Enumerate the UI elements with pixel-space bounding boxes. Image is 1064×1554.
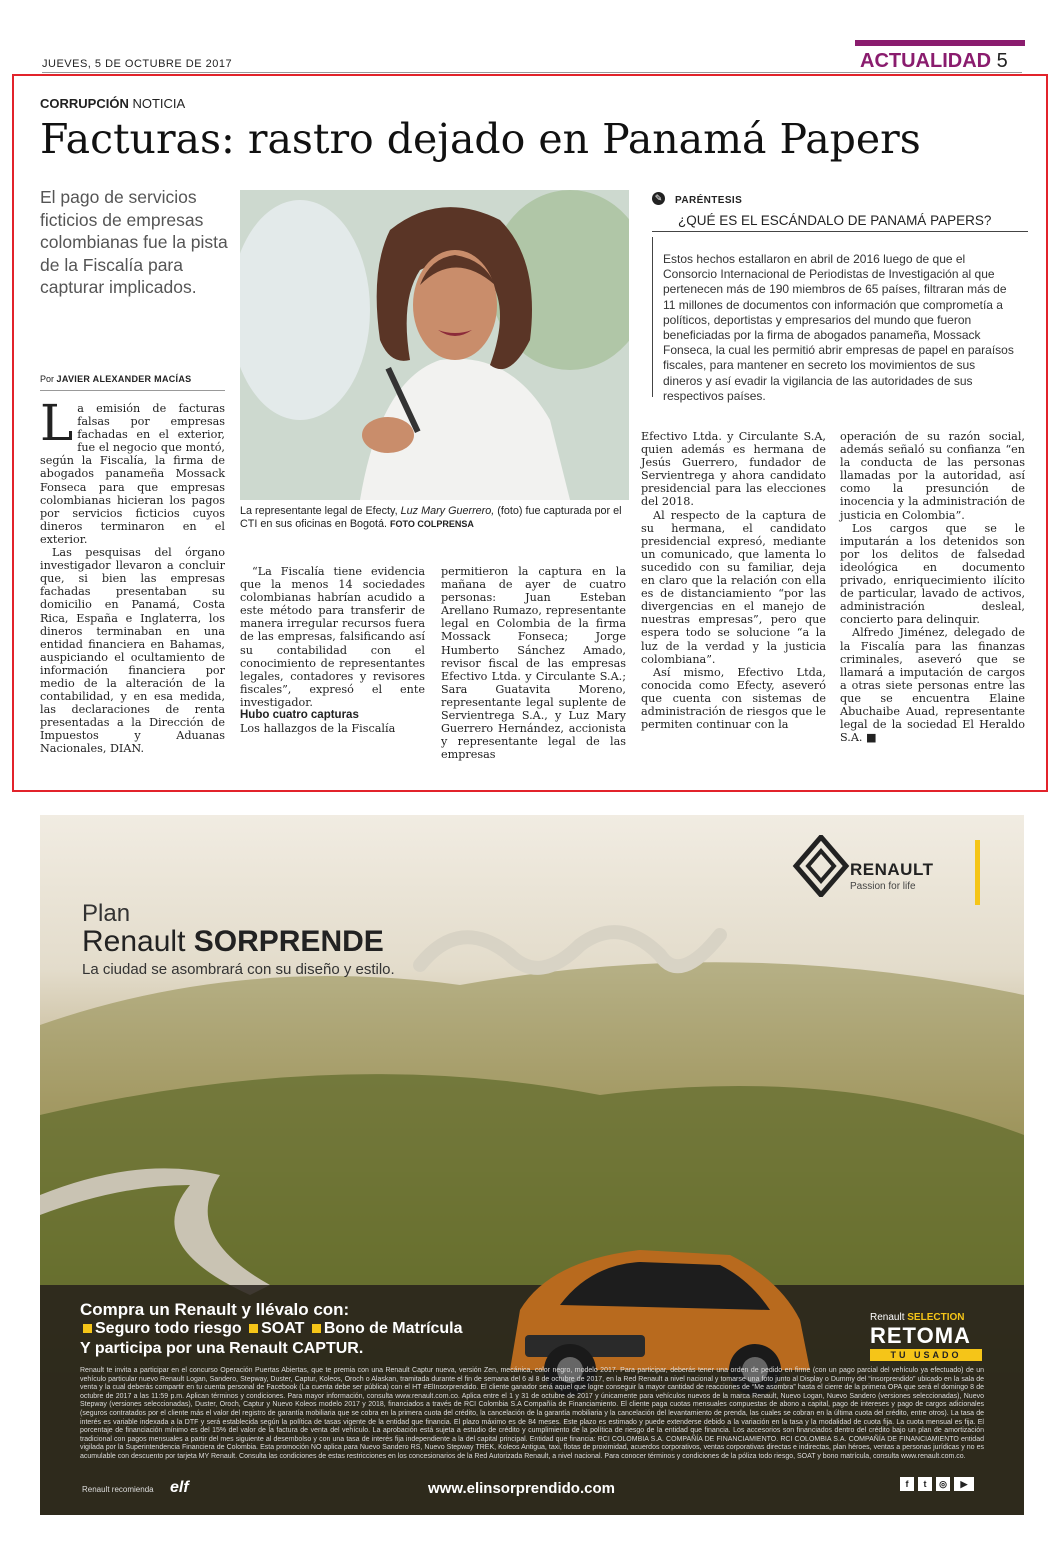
- kicker-type: NOTICIA: [132, 96, 186, 111]
- paragraph: Así mismo, Efectivo Ltda, conocida como Efecty, aseveró que cuenta con sistemas de administración de riesgos que le permiten continuar con la: [641, 665, 826, 732]
- paragraph: Las pesquisas del órgano investigador llevaron a concluir que, si bien las empresas fachadas presentaban su domicilio en Panamá, Costa Rica, España e Inglaterra, los dineros terminaban en una entidad financiera en Bahamas, auspiciando el ocultamiento de información financiera por medio de la alteración de la contabilidad, y en esa medida, las declaraciones de renta presentadas a la Dirección de Impuestos y Aduanas Nacionales, DIAN.: [40, 546, 225, 756]
- brand-accent-bar: [975, 840, 980, 905]
- sidebar-rule: [652, 231, 1028, 232]
- instagram-icon[interactable]: ◎: [936, 1477, 950, 1491]
- renault-logo-icon: [792, 835, 850, 897]
- renault-advertisement: [40, 815, 1024, 1515]
- facebook-icon[interactable]: f: [900, 1477, 914, 1491]
- column-5: [840, 430, 1025, 744]
- paragraph: Los hallazgos de la Fiscalía: [240, 722, 396, 736]
- kicker-tag: CORRUPCIÓN: [40, 96, 129, 111]
- photo-caption: [240, 505, 628, 531]
- youtube-icon[interactable]: ▶: [954, 1477, 974, 1491]
- byline: [40, 374, 191, 384]
- issue-date: JUEVES, 5 DE OCTUBRE DE 2017: [42, 58, 233, 70]
- section-subhead: Hubo cuatro capturas: [240, 709, 359, 722]
- benefits-list: [80, 1320, 463, 1338]
- ad-plan: Plan: [82, 900, 131, 927]
- photo-credit: FOTO COLPRENSA: [390, 519, 474, 529]
- retoma-title: RETOMA: [870, 1323, 971, 1348]
- article-photo: [240, 190, 629, 500]
- headline: Facturas: rastro dejado en Panamá Papers: [40, 115, 921, 163]
- caption-text: La representante legal de Efecty,: [240, 505, 398, 517]
- brand-slogan: Passion for life: [850, 881, 916, 892]
- sidebar-question: ¿QUÉ ES EL ESCÁNDALO DE PANAMÁ PAPERS?: [678, 213, 992, 228]
- column-3: [441, 565, 626, 761]
- kicker: [40, 96, 185, 111]
- paragraph: Alfredo Jiménez, delegado de la Fiscalía para las finanzas criminales, aseveró que se llamará a imputación de cargos a otras siete personas entre las que se encuentra Elaine Abuchaibe Auad, representante legal de la sociedad El Heraldo S.A. ■: [840, 626, 1025, 745]
- page-number: 5: [996, 50, 1008, 72]
- legal-text: Renault te invita a participar en el concurso Operación Puertas Abiertas, que te premia con una Renault Captur nueva, versión Zen, mecánica, color negro, modelo 2017. Para participar, deberás tener una orden de pedido en firme (con un pago parcial del vehículo ya efectuado) de un vehículo particular nuevo Renault Logan, Sandero, Stepway, Duster, Captur, Koleos, Oroch o Alaskan, tramitada durante el fin de semana del 6 al 8 de octubre de 2017, en la Red Renault a nivel nacional y tomarse una foto junto al Display o Dummy del “insorprendido” ubicado en la sala de venta y la cual deberás compartir en tu cuenta personal de Facebook (La cuenta debe ser pública) con el HT #ElInsorprendido. El cliente ganador será aquel que logre conseguir la mayor cantidad de reacciones de “Me asombra” hasta el cierre de la primera OPA que será el domingo 8 de octubre de 2017 a las 11:59 p.m. Aplican términos y condiciones. Para mayor información, consulta www.renault.com.co. Aplica entre el 1 y 31 de octubre de 2017 y únicamente para vehículos nuevos de la marca Renault, Nuevo Logan, Nuevo Sandero (versiones seleccionadas), Nuevo Stepway (versiones seleccionadas), Duster, Oroch, Captur y Nuevo Koleos modelo 2017 y 2018, financiados a través de RCI Colombia S.A Compañía de Financiamiento. El cliente paga cuotas mensuales compuestas de abono a capital, pago de intereses y pago de cargos adicionales (seguros contratados por el cliente más el valor del registro de garantía mobiliaria que se cobra en la primera cuota del crédito, la cancelación de la garantía mobiliaria y la cancelación del levantamiento de prenda, las cuales se cobran en la última cuota del crédito, entre otros). La tasa de interés es variable indexada a la DTF y será establecida según la política de tasas vigente de la entidad que financia. El plazo máximo es de 84 meses. Este plazo es estimado y puede extenderse debido a la variación en la tasa y la modalidad de cuota fija. La cuota mensual es fija. El porcentaje de financiación mínimo es del 15% del valor de la factura de venta del vehículo. La aprobación está sujeta a estudio de crédito y cumplimiento de la política de riesgo de la entidad que financia. Los accesorios son financiados dentro del crédito bajo un plan de amortización tradicional con pagos mensuales a partir del mes siguiente al desembolso y con una tasa de interés fija independiente a la del capital principal. Entidad que financia: RCI COLOMBIA S.A. COMPAÑÍA DE FINANCIAMIENTO. RCI COLOMBIA S.A. COMPAÑÍA DE FINANCIAMIENTO entidad vigilada por la Superintendencia Financiera de Colombia. Esta promoción NO aplica para Nuevo Sandero RS, Nuevo Stepway TREK, Koleos Antigua, taxi, flotas de proximidad, acuerdos corporativos, ventas corporativas directas e indirectas, plan héroes, ventas a personas jurídicas y no es acumulable con descuento por tarjeta MY Renault. Consulta las condiciones de estas restricciones en los concesionarios de la Red Autorizada Renault, a nivel nacional. Para conocer términos y condiciones de la póliza todo riesgo, SOAT y bono matrícula, consulta www.renault.com.co.: [80, 1367, 984, 1460]
- subhead: El pago de servicios ficticios de empresas colombianas fue la pista de la Fiscalía para capturar implicados.: [40, 187, 228, 297]
- caption-name: Luz Mary Guerrero,: [400, 505, 495, 517]
- ad-title: [82, 925, 384, 959]
- pin-icon: ✎: [652, 192, 665, 205]
- paragraph: operación de su razón social, además señaló su confianza “en la conducta de las personas llamadas por la autoridad, así como la presunción de inocencia y la administración de justicia en Colombia”.: [840, 430, 1025, 522]
- paragraph: “La Fiscalía tiene evidencia que la menos 14 sociedades colombianas habrían acudido a este método para transferir de manera irregular recursos fuera de las empresas, falsificando así su contabilidad con el conocimiento de representantes legales, contadores y revisores fiscales”, expresó el ente investigador.: [240, 565, 425, 709]
- bullet-icon: [83, 1324, 92, 1333]
- ad-url[interactable]: www.elinsorprendido.com: [428, 1480, 615, 1497]
- participa-line: Y participa por una Renault CAPTUR.: [80, 1340, 364, 1357]
- tu-usado-badge: TU USADO: [870, 1349, 982, 1361]
- ad-tagline: La ciudad se asombrará con su diseño y estilo.: [82, 961, 395, 978]
- bullet-icon: [312, 1324, 321, 1333]
- sidebar-body: Estos hechos estallaron en abril de 2016 luego de que el Consorcio Internacional de Periodistas de Investigación al que pertenecen más de 190 miembros de 65 países, filtraran más de 11 millones de documentos con información que comprometía a políticos, deportistas y empresarios del mundo que fueron beneficiadas por la firma de abogados panameña, Mossack Fonseca, la cual les permitió abrir empresas de papel en paraísos fiscales, para mantener en secreto los movimientos de sus dineros y así evadir la vigilancia de las autoridades de sus respectivos países.: [663, 252, 1014, 403]
- ad-title-brand: Renault: [82, 925, 186, 958]
- ad-title-emphasis: SORPRENDE: [193, 925, 384, 958]
- benefit: Bono de Matrícula: [323, 1320, 463, 1337]
- woman-speaking-photo: [240, 190, 629, 500]
- section-color-bar: [855, 40, 1025, 46]
- section-name: ACTUALIDAD: [860, 50, 992, 72]
- sidebar-label: PARÉNTESIS: [675, 195, 743, 206]
- byline-author: JAVIER ALEXANDER MACÍAS: [56, 374, 192, 384]
- byline-prefix: Por: [40, 374, 55, 384]
- paragraph: Los cargos que se le imputarán a los detenidos son por los delitos de falsedad ideológica en documento privado, enriquecimiento ilícito de particular, lavado de activos, administración desleal, concierto para delinquir.: [840, 521, 1025, 627]
- elf-logo: elf: [170, 1479, 189, 1496]
- dropcap: L: [40, 394, 74, 452]
- twitter-icon[interactable]: t: [918, 1477, 932, 1491]
- buy-line: Compra un Renault y llévalo con:: [80, 1300, 350, 1319]
- recommends-label: Renault recomienda: [82, 1485, 154, 1494]
- byline-rule: [40, 390, 225, 391]
- selection-word: SELECTION: [907, 1312, 965, 1323]
- paragraph: Al respecto de la captura de su hermana, el candidato presidencial expresó, mediante un comunicado, que lamenta lo sucedido con su familiar, deja en claro que la relación con ella es de distanciamiento “por las divergencias en el manejo de nuestras empresas”, pero que espera todo se solucione “a la luz de la verdad y la justicia colombiana”.: [641, 508, 826, 666]
- column-4: [641, 430, 826, 731]
- brand-name: RENAULT: [850, 860, 934, 879]
- section-title: [860, 50, 1008, 73]
- paragraph: Efectivo Ltda. y Circulante S.A, quien además es hermana de Jesús Guerrero, fundador de Servientrega y ahora candidato presidencial para las elecciones del 2018.: [641, 430, 826, 509]
- paragraph: a emisión de facturas falsas por empresas fachadas en el exterior, fue el negocio que montó, según la Fiscalía, la firma de abogados panameña Mossack Fonseca para que empresas colombianas hicieran los pagos por servicios ficticios cuyos dineros terminaron en el exterior.: [40, 402, 225, 546]
- selection-label: [870, 1312, 964, 1323]
- caption-text-2: (foto) fue capturada por el CTI en sus oficinas en Bogotá.: [240, 505, 622, 530]
- paragraph: permitieron la captura en la mañana de ayer de cuatro personas: Juan Esteban Arellano Rumazo, representante legal en Colombia de la firma Mossack Fonseca; Jorge Humberto Sánchez Amado, revisor fiscal de las empresas Efectivo Ltda. y Circulante S.A.; Sara Guatavita Moreno, representante legal suplente de Servientrega S.A., y Luz Mary Guerrero Hernández, accionista y representante legal de las empresas: [441, 565, 626, 762]
- column-2: [240, 565, 425, 735]
- benefit: Seguro todo riesgo: [95, 1320, 242, 1337]
- benefit: SOAT: [261, 1320, 305, 1337]
- selection-brand: Renault: [870, 1312, 905, 1323]
- sidebar-side-rule: [652, 237, 653, 397]
- bullet-icon: [249, 1324, 258, 1333]
- column-1: [40, 394, 225, 756]
